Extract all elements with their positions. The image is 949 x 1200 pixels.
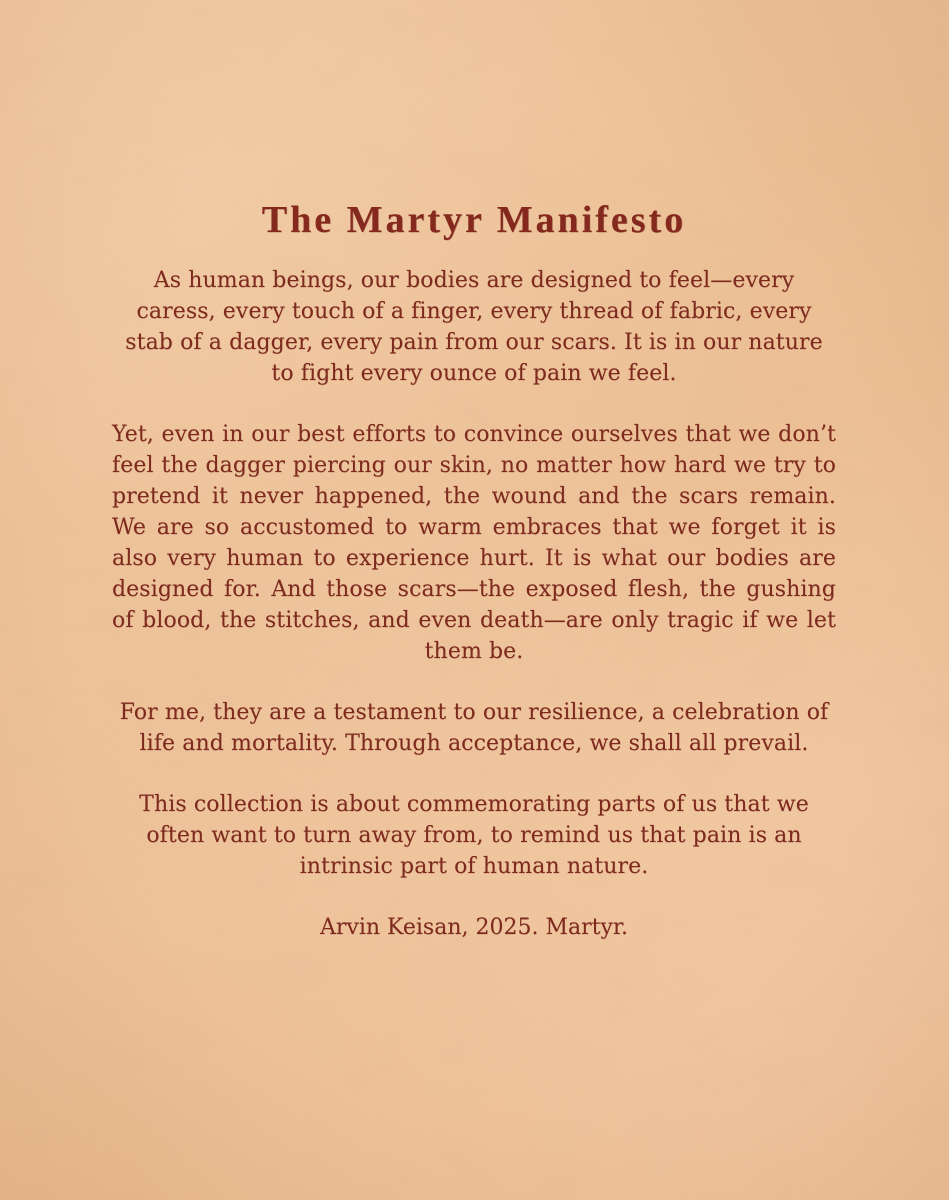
signature-line: Arvin Keisan, 2025. Martyr. [320,915,628,940]
manifesto-title: The Martyr Manifesto [261,199,687,241]
paragraph-1: As human beings, our bodies are designed to feel—every caress, every touch of a finger, every thread of fabric, every stab of a dagger, every pain from our scars. It is in our nature to fight every ounce of pain we feel. [125,268,823,386]
paragraph-3: For me, they are a testament to our resilience, a celebration of life and mortality. Through acceptance, we shall all prevail. [119,700,829,756]
paragraph-4: This collection is about commemorating parts of us that we often want to turn away from, to remind us that pain is an intrinsic part of human nature. [139,792,809,879]
manifesto-text [112,195,836,943]
paragraph-2: Yet, even in our best efforts to convince ourselves that we don’t feel the dagger piercing our skin, no matter how hard we try to pretend it never happened, the wound and the scars remain. We are so accustomed to warm embraces that we forget it is also very human to experience hurt. It is what our bodies are designed for. And those scars—the exposed flesh, the gushing of blood, the stitches, and even death—are only tragic if we let them be. [112,422,836,664]
